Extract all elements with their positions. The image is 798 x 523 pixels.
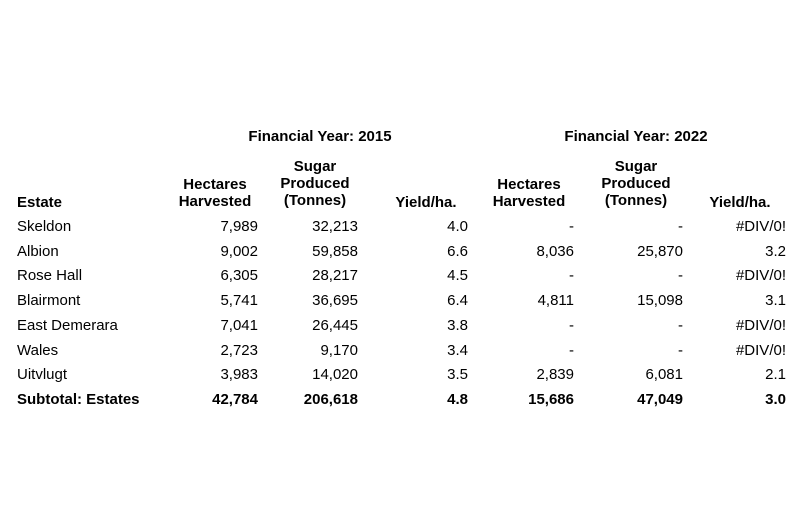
header-yield-2015: Yield/ha. xyxy=(395,194,457,211)
hectares-2022: 8,036 xyxy=(536,243,574,260)
header-sugar-line3: (Tonnes) xyxy=(604,192,668,209)
sugar-2022: 15,098 xyxy=(637,292,683,309)
subtotal-hectares-2022: 15,686 xyxy=(528,391,574,408)
hectares-2022: 4,811 xyxy=(537,292,574,309)
yield-2022: #DIV/0! xyxy=(735,317,786,334)
header-hectares-line1: Hectares xyxy=(183,176,247,193)
header-yield-2022: Yield/ha. xyxy=(709,194,771,211)
subtotal-hectares-2015: 42,784 xyxy=(212,391,258,408)
header-sugar-line3: (Tonnes) xyxy=(283,192,347,209)
subtotal-yield-2022: 3.0 xyxy=(765,391,786,408)
estate-name: Uitvlugt xyxy=(17,366,68,383)
sugar-2015: 14,020 xyxy=(312,366,358,383)
yield-2022: 3.2 xyxy=(765,243,786,260)
estate-name: Skeldon xyxy=(17,218,72,235)
hectares-2022: - xyxy=(569,317,574,334)
sugar-2015: 28,217 xyxy=(312,267,358,284)
sugar-2015: 32,213 xyxy=(312,218,358,235)
yield-2022: 2.1 xyxy=(765,366,786,383)
header-hectares-2022 xyxy=(474,176,584,210)
sugar-2015: 36,695 xyxy=(312,292,358,309)
subtotal-sugar-2015: 206,618 xyxy=(303,391,358,408)
sugar-2015: 26,445 xyxy=(312,317,358,334)
sugar-2015: 9,170 xyxy=(320,342,358,359)
hectares-2022: 2,839 xyxy=(536,366,574,383)
header-hectares-line2: Harvested xyxy=(492,193,566,210)
yield-2015: 6.6 xyxy=(447,243,468,260)
subtotal-label: Subtotal: Estates xyxy=(17,391,140,408)
estate-name: Albion xyxy=(17,243,59,260)
hectares-2022: - xyxy=(569,267,574,284)
hectares-2015: 7,989 xyxy=(220,218,258,235)
hectares-2015: 2,723 xyxy=(220,342,258,359)
hectares-2015: 5,741 xyxy=(220,292,258,309)
hectares-2022: - xyxy=(569,342,574,359)
header-sugar-2015 xyxy=(265,158,365,209)
sugar-2022: - xyxy=(678,317,683,334)
header-sugar-2022 xyxy=(586,158,686,209)
yield-2015: 3.5 xyxy=(447,366,468,383)
header-hectares-line2: Harvested xyxy=(178,193,252,210)
header-sugar-line1: Sugar xyxy=(293,158,337,175)
group-header-2022: Financial Year: 2022 xyxy=(564,128,708,145)
yield-2015: 3.4 xyxy=(447,342,468,359)
sugar-2022: - xyxy=(678,267,683,284)
header-sugar-line1: Sugar xyxy=(614,158,658,175)
sugar-2022: - xyxy=(678,218,683,235)
subtotal-sugar-2022: 47,049 xyxy=(637,391,683,408)
yield-2015: 4.0 xyxy=(447,218,468,235)
header-estate: Estate xyxy=(17,194,63,211)
yield-2015: 3.8 xyxy=(447,317,468,334)
estate-name: Rose Hall xyxy=(17,267,83,284)
estate-name: East Demerara xyxy=(17,317,118,334)
yield-2022: 3.1 xyxy=(765,292,786,309)
header-hectares-2015 xyxy=(160,176,270,210)
sugar-2022: 6,081 xyxy=(645,366,683,383)
header-hectares-line1: Hectares xyxy=(497,176,561,193)
sugar-2022: 25,870 xyxy=(637,243,683,260)
header-sugar-line2: Produced xyxy=(601,175,671,192)
yield-2022: #DIV/0! xyxy=(735,218,786,235)
group-header-2015: Financial Year: 2015 xyxy=(248,128,392,145)
estate-name: Wales xyxy=(17,342,59,359)
hectares-2015: 7,041 xyxy=(220,317,258,334)
sugar-2022: - xyxy=(678,342,683,359)
header-sugar-line2: Produced xyxy=(280,175,350,192)
subtotal-yield-2015: 4.8 xyxy=(447,391,468,408)
hectares-2022: - xyxy=(569,218,574,235)
yield-2022: #DIV/0! xyxy=(735,267,786,284)
estate-name: Blairmont xyxy=(17,292,81,309)
yield-2015: 4.5 xyxy=(447,267,468,284)
yield-2015: 6.4 xyxy=(447,292,468,309)
hectares-2015: 3,983 xyxy=(220,366,258,383)
hectares-2015: 6,305 xyxy=(220,267,258,284)
sugar-2015: 59,858 xyxy=(312,243,358,260)
hectares-2015: 9,002 xyxy=(220,243,258,260)
yield-2022: #DIV/0! xyxy=(735,342,786,359)
